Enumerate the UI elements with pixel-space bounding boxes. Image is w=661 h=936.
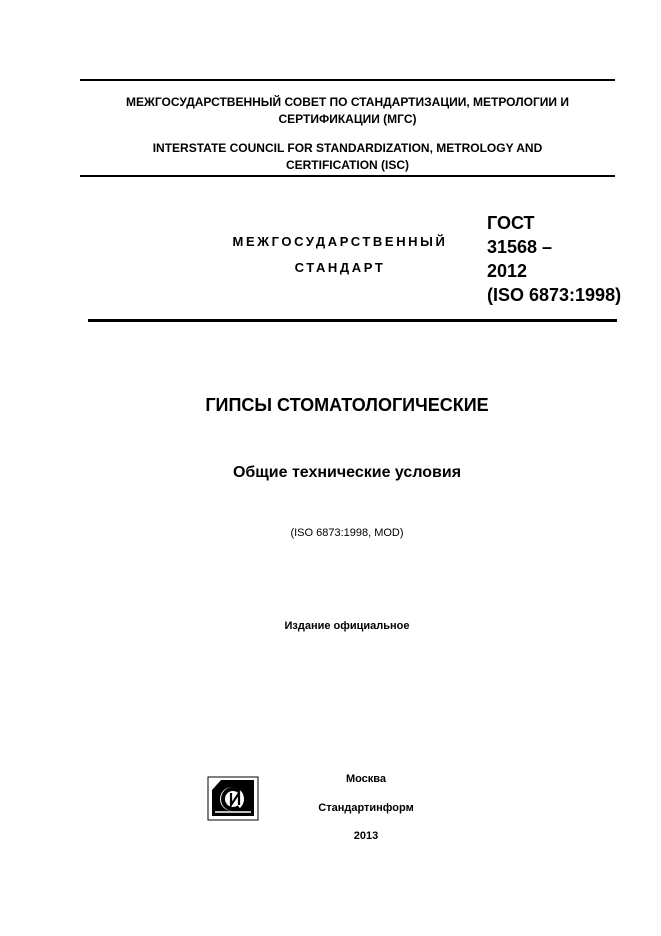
council-ru-line-2: СЕРТИФИКАЦИИ (МГС) [278,112,417,126]
bottom-rule [88,319,617,322]
designation-line-1: ГОСТ [487,213,535,233]
standard-designation [487,211,657,307]
document-title: ГИПСЫ СТОМАТОЛОГИЧЕСКИЕ [205,395,489,415]
council-en-line-1: INTERSTATE COUNCIL FOR STANDARDIZATION, METROLOGY AND [152,141,543,155]
imprint-publisher: Стандартинформ [318,802,414,814]
middle-rule [80,175,615,177]
council-ru-line-1: МЕЖГОСУДАРСТВЕННЫЙ СОВЕТ ПО СТАНДАРТИЗАЦИИ, МЕТРОЛОГИИ И [126,95,569,109]
imprint-year: 2013 [353,830,379,842]
council-en-line-2: CERTIFICATION (ISC) [285,158,410,172]
designation-line-4: (ISO 6873:1998) [487,285,622,305]
document-subtitle: Общие технические условия [232,464,462,481]
standartinform-logo-icon [207,776,259,821]
council-name-ru [80,94,615,128]
edition-note: Издание официальное [284,620,410,632]
council-name-en [80,140,615,174]
standard-kind [205,229,475,281]
designation-line-3: 2012 [487,261,528,281]
iso-reference: (ISO 6873:1998, MOD) [290,527,404,539]
imprint-city: Москва [345,773,387,785]
designation-line-2: 31568 – [487,237,553,257]
standard-kind-line-2: СТАНДАРТ [294,260,386,275]
standard-kind-line-1: МЕЖГОСУДАРСТВЕННЫЙ [232,234,448,249]
top-rule [80,79,615,81]
